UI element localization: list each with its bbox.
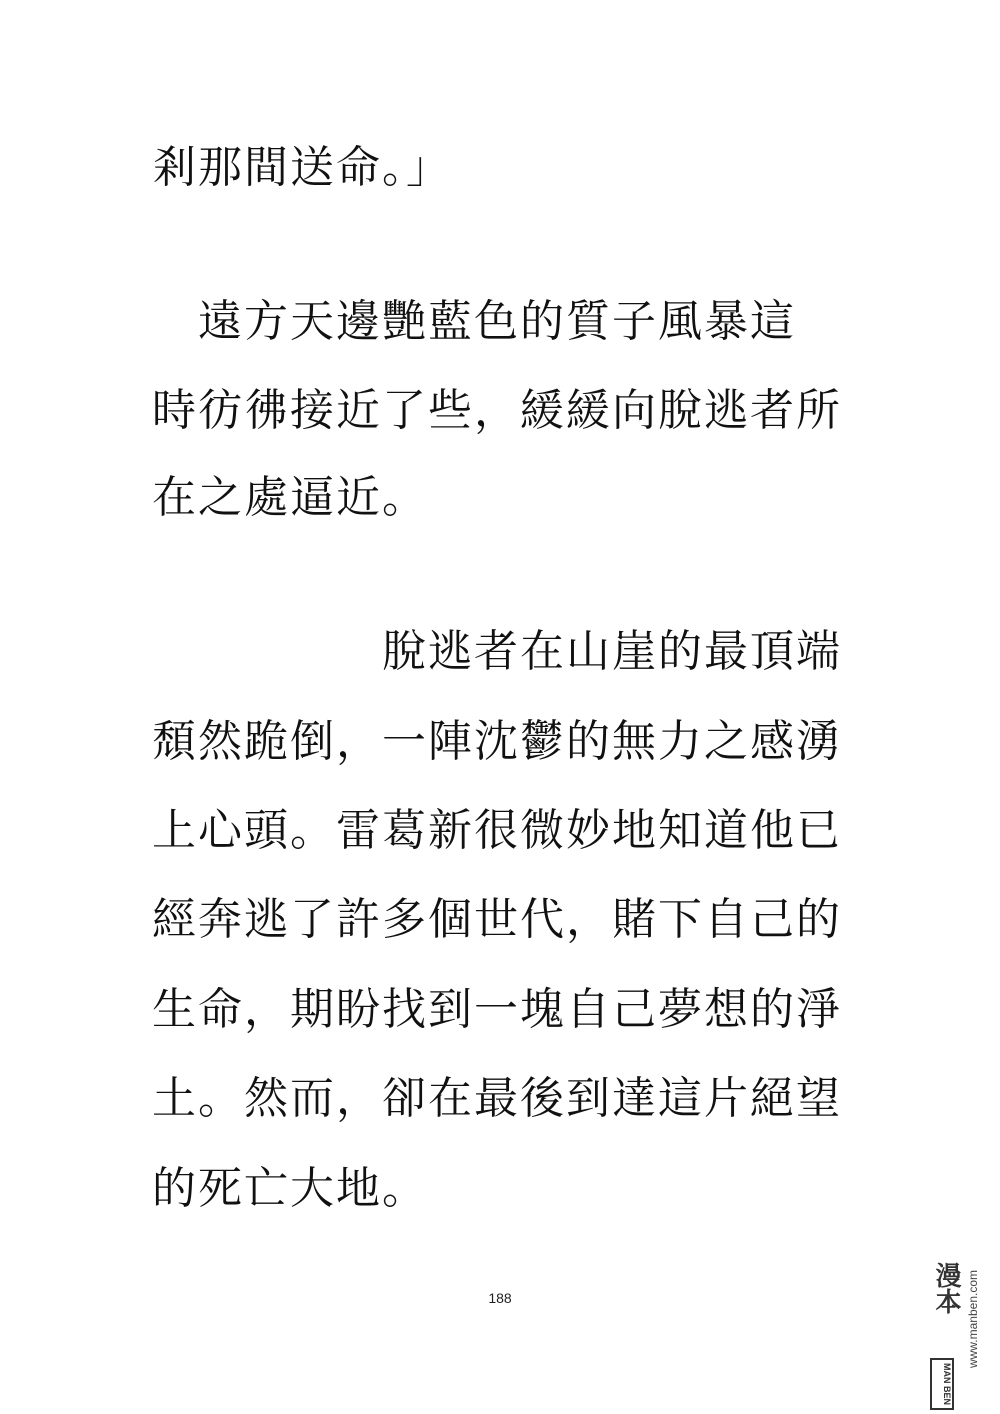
page-number: 188 <box>488 1290 512 1306</box>
text-line: 土。然而，卻在最後到達這片絕望 <box>152 1073 842 1124</box>
text-line: 經奔逃了許多個世代，賭下自己的 <box>152 894 842 945</box>
text-line: 生命，期盼找到一塊自己夢想的淨 <box>152 984 842 1035</box>
text-line: 剎那間送命。」 <box>152 142 452 193</box>
text-line: 在之處逼近。 <box>152 472 428 523</box>
text-line: 上心頭。雷葛新很微妙地知道他已 <box>152 805 842 856</box>
watermark-logo-text: 漫本 <box>931 1262 961 1314</box>
text-line: 遠方天邊艷藍色的質子風暴這 <box>152 296 796 347</box>
text-line: 脫逃者在山崖的最頂端 <box>152 626 842 677</box>
text-line: 頹然跪倒，一陣沈鬱的無力之感湧 <box>152 716 842 767</box>
watermark-logo <box>930 1262 992 1410</box>
text-line: 時彷彿接近了些，緩緩向脫逃者所 <box>152 385 842 436</box>
text-line: 的死亡大地。 <box>152 1163 428 1214</box>
watermark-box-text: MAN BEN <box>930 1358 954 1410</box>
watermark-url: www.manben.com <box>966 1270 980 1369</box>
